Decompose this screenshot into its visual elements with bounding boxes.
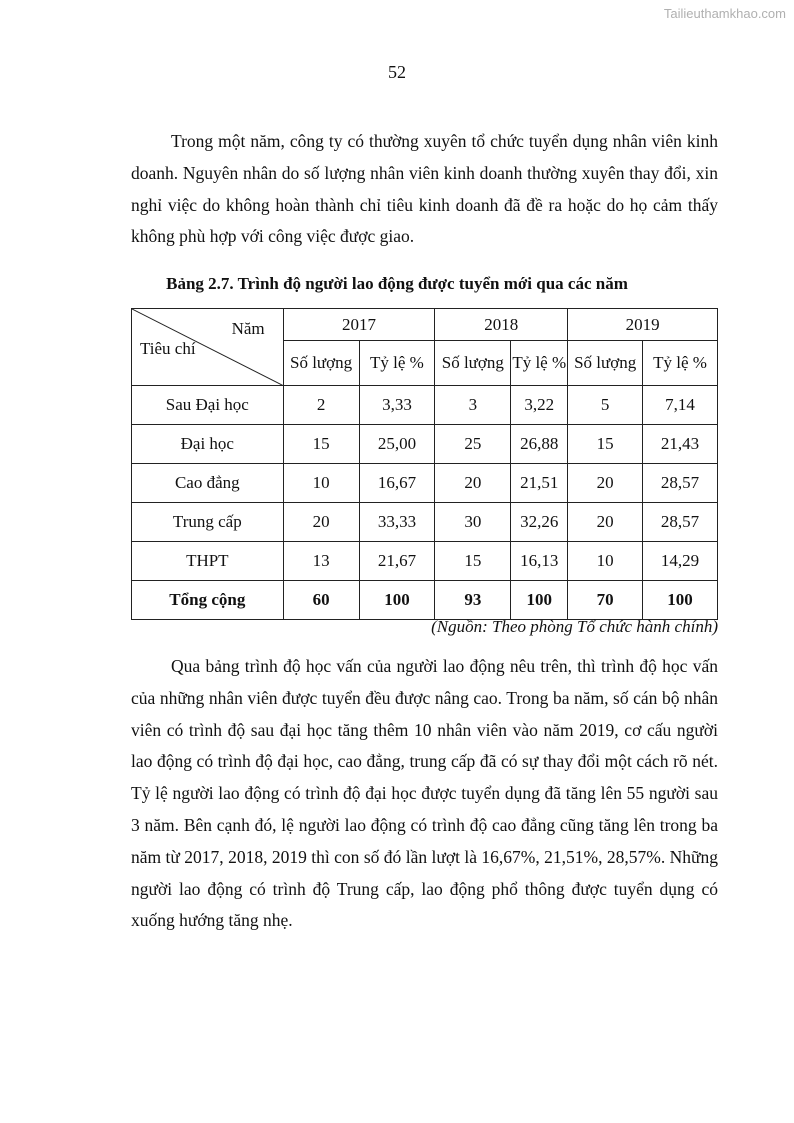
table-row	[132, 503, 718, 542]
total-percent: 100	[643, 581, 718, 620]
cell-percent: 3,33	[359, 386, 435, 425]
total-count: 70	[568, 581, 643, 620]
year-header-2019: 2019	[568, 309, 718, 341]
cell-count: 30	[435, 503, 511, 542]
cell-percent: 21,43	[643, 425, 718, 464]
cell-percent: 25,00	[359, 425, 435, 464]
table-row	[132, 425, 718, 464]
row-label: Trung cấp	[132, 503, 284, 542]
table-caption: Bảng 2.7. Trình độ người lao động được tuyển mới qua các năm	[166, 274, 628, 293]
cell-count: 15	[568, 425, 643, 464]
row-label: Cao đẳng	[132, 464, 284, 503]
cell-count: 13	[283, 542, 359, 581]
total-count: 93	[435, 581, 511, 620]
cell-count: 20	[568, 464, 643, 503]
row-label: Sau Đại học	[132, 386, 284, 425]
paragraph-intro: Trong một năm, công ty có thường xuyên tổ chức tuyển dụng nhân viên kinh doanh. Nguyên nhân do số lượng nhân viên kinh doanh thường xuyên thay đổi, xin nghỉ việc do không hoàn thành chỉ tiêu kinh doanh đã đề ra hoặc do họ cảm thấy không phù hợp với công việc được giao.	[131, 131, 718, 247]
recruitment-education-table	[131, 308, 718, 620]
corner-label-criteria: Tiêu chí	[140, 339, 196, 358]
subheader-count: Số lượng	[283, 341, 359, 386]
cell-count: 25	[435, 425, 511, 464]
total-label: Tổng cộng	[132, 581, 284, 620]
page-number: 52	[388, 62, 406, 82]
cell-count: 2	[283, 386, 359, 425]
cell-percent: 21,67	[359, 542, 435, 581]
row-label: THPT	[132, 542, 284, 581]
corner-label-year: Năm	[231, 319, 265, 338]
year-header-2017: 2017	[283, 309, 435, 341]
cell-percent: 14,29	[643, 542, 718, 581]
watermark: Tailieuthamkhao.com	[663, 6, 786, 21]
cell-percent: 26,88	[511, 425, 568, 464]
subheader-percent: Tỷ lệ %	[359, 341, 435, 386]
paragraph-analysis: Qua bảng trình độ học vấn của người lao động nêu trên, thì trình độ học vấn của những nhân viên được tuyển đều được nâng cao. Trong ba năm, số cán bộ nhân viên có trình độ sau đại học tăng thêm 10 nhân viên vào năm 2019, cơ cấu người lao động có trình độ đại học, cao đẳng, trung cấp đã có sự thay đổi một cách rõ nét. Tỷ lệ người lao động có trình độ đại học được tuyển dụng đã tăng lên 55 người sau 3 năm. Bên cạnh đó, lệ người lao động có trình độ cao đẳng cũng tăng lên trong ba năm từ 2017, 2018, 2019 thì con số đó lần lượt là 16,67%, 21,51%, 28,57%. Những người lao động có trình độ Trung cấp, lao động phổ thông được tuyển dụng có xuống hướng tăng nhẹ.	[131, 656, 718, 931]
table-source-note: (Nguồn: Theo phòng Tổ chức hành chính)	[431, 617, 718, 636]
cell-count: 10	[283, 464, 359, 503]
table-row	[132, 386, 718, 425]
table-corner-header	[132, 309, 284, 386]
subheader-count: Số lượng	[568, 341, 643, 386]
cell-count: 20	[568, 503, 643, 542]
cell-percent: 28,57	[643, 464, 718, 503]
cell-percent: 33,33	[359, 503, 435, 542]
table-row	[132, 542, 718, 581]
cell-count: 15	[283, 425, 359, 464]
cell-percent: 28,57	[643, 503, 718, 542]
subheader-count: Số lượng	[435, 341, 511, 386]
total-percent: 100	[359, 581, 435, 620]
cell-percent: 16,67	[359, 464, 435, 503]
total-count: 60	[283, 581, 359, 620]
cell-percent: 32,26	[511, 503, 568, 542]
cell-count: 5	[568, 386, 643, 425]
cell-percent: 7,14	[643, 386, 718, 425]
cell-count: 15	[435, 542, 511, 581]
cell-percent: 3,22	[511, 386, 568, 425]
cell-count: 20	[283, 503, 359, 542]
cell-percent: 16,13	[511, 542, 568, 581]
row-label: Đại học	[132, 425, 284, 464]
cell-count: 20	[435, 464, 511, 503]
table-row	[132, 464, 718, 503]
subheader-percent: Tỷ lệ %	[511, 341, 568, 386]
total-percent: 100	[511, 581, 568, 620]
year-header-2018: 2018	[435, 309, 568, 341]
cell-count: 10	[568, 542, 643, 581]
cell-percent: 21,51	[511, 464, 568, 503]
cell-count: 3	[435, 386, 511, 425]
table-total-row	[132, 581, 718, 620]
subheader-percent: Tỷ lệ %	[643, 341, 718, 386]
